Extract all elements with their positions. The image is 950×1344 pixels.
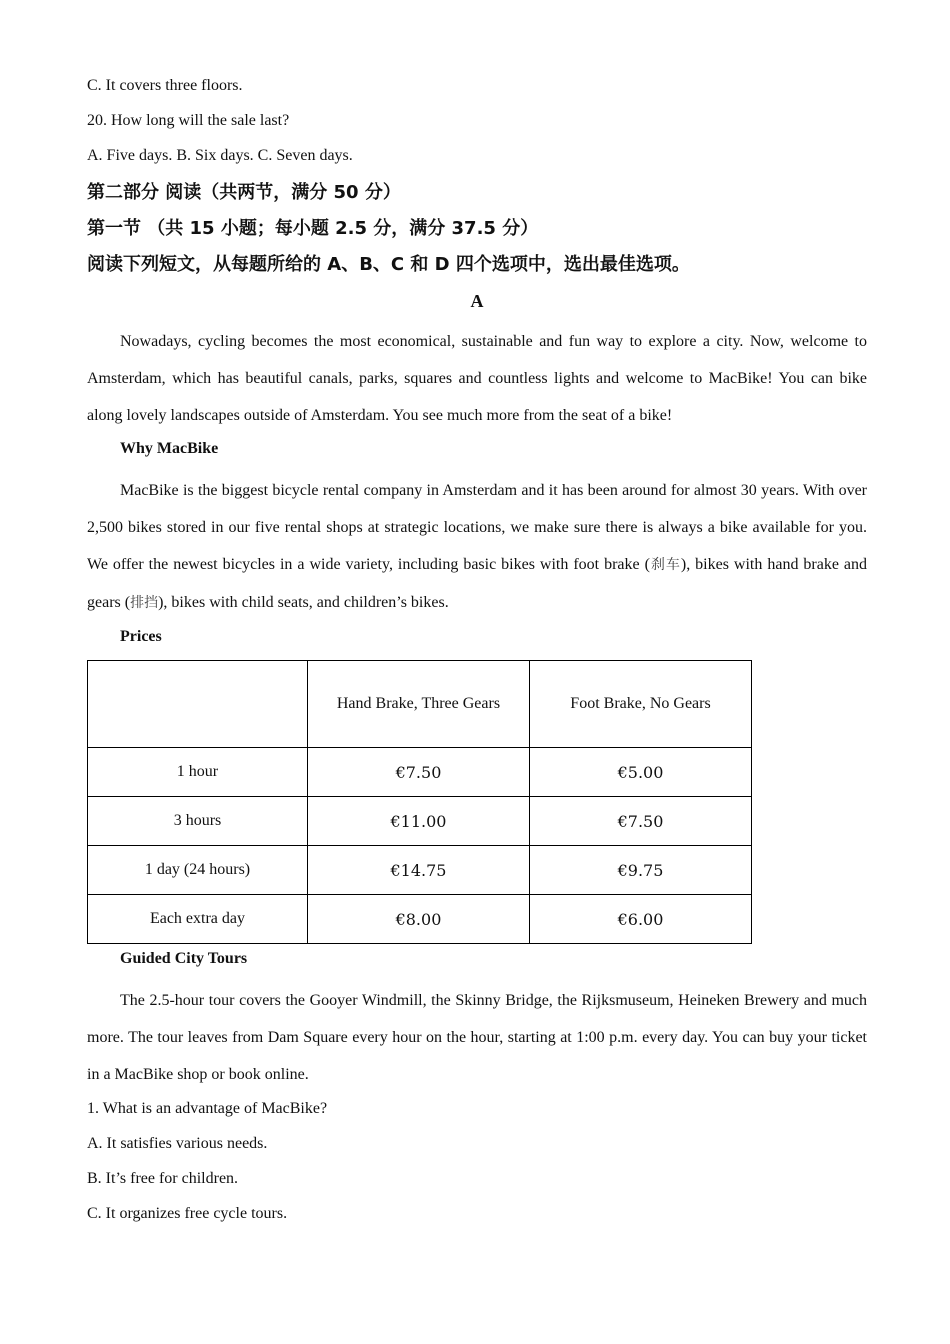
duration-cell: 1 hour xyxy=(88,748,308,797)
price-cell: €5.00 xyxy=(530,748,752,797)
why-text-part1: MacBike is the biggest bicycle rental company in Amsterdam and it has been around for almost 30 years. With over 2,500 bikes stored in our five rental shops at strategic locations, we make sure there is always a bike available for you. We offer the newest bicycles in a wide variety, including basic bikes with foot brake ( xyxy=(87,482,867,573)
table-row xyxy=(88,895,752,944)
prev-option-c: C. It covers three floors. xyxy=(87,77,243,94)
price-cell: €9.75 xyxy=(530,846,752,895)
header-cell-foot-brake: Foot Brake, No Gears xyxy=(530,661,752,748)
price-cell: €7.50 xyxy=(530,797,752,846)
question-1-option-a: A. It satisfies various needs. xyxy=(87,1135,268,1152)
price-table xyxy=(87,660,752,944)
question-1-option-c: C. It organizes free cycle tours. xyxy=(87,1205,288,1222)
why-text-part2: ), bikes with hand brake and gears ( xyxy=(87,556,868,611)
part2-title: 第二部分 阅读（共两节，满分 50 分） xyxy=(87,182,401,203)
price-cell: €6.00 xyxy=(530,895,752,944)
document-page xyxy=(87,76,867,1239)
prices-heading: Prices xyxy=(120,628,162,645)
duration-cell: Each extra day xyxy=(88,895,308,944)
duration-cell: 1 day (24 hours) xyxy=(88,846,308,895)
question-1-option-b: B. It’s free for children. xyxy=(87,1170,239,1187)
why-macbike-heading: Why MacBike xyxy=(120,440,219,457)
price-cell: €11.00 xyxy=(307,797,529,846)
why-macbike-text xyxy=(87,472,867,622)
table-row xyxy=(88,797,752,846)
table-row xyxy=(88,846,752,895)
question-20-options: A. Five days. B. Six days. C. Seven days. xyxy=(87,147,353,164)
duration-cell: 3 hours xyxy=(88,797,308,846)
cn-gloss-gears: 排挡 xyxy=(130,595,159,611)
passage-intro: Nowadays, cycling becomes the most economical, sustainable and fun way to explore a city. Now, welcome to Amsterdam, which has beautiful canals, parks, squares and countless lights and welcome to MacBike! You can bike along lovely landscapes outside of Amsterdam. You see much more from the seat of a bike! xyxy=(87,333,867,424)
header-cell-hand-brake: Hand Brake, Three Gears xyxy=(307,661,529,748)
section1-title: 第一节 （共 15 小题；每小题 2.5 分，满分 37.5 分） xyxy=(87,218,539,239)
guided-tours-heading: Guided City Tours xyxy=(120,950,248,967)
guided-tours-text: The 2.5-hour tour covers the Gooyer Windmill, the Skinny Bridge, the Rijksmuseum, Heineken Brewery and much more. The tour leaves from Dam Square every hour on the hour, starting at 1:00 p.m. every day. You can buy your ticket in a MacBike shop or book online. xyxy=(87,992,867,1083)
price-cell: €7.50 xyxy=(307,748,529,797)
price-table-header xyxy=(88,661,752,748)
reading-instruction: 阅读下列短文，从每题所给的 A、B、C 和 D 四个选项中，选出最佳选项。 xyxy=(87,254,690,275)
question-20: 20. How long will the sale last? xyxy=(87,112,290,129)
cn-gloss-brake: 刹车 xyxy=(649,557,681,573)
price-cell: €14.75 xyxy=(307,846,529,895)
why-text-part3: ), bikes with child seats, and children’s bikes. xyxy=(158,594,449,611)
question-1-stem: 1. What is an advantage of MacBike? xyxy=(87,1100,328,1117)
price-cell: €8.00 xyxy=(307,895,529,944)
header-cell-empty xyxy=(88,661,308,748)
table-row xyxy=(88,748,752,797)
passage-label: A xyxy=(470,291,484,311)
